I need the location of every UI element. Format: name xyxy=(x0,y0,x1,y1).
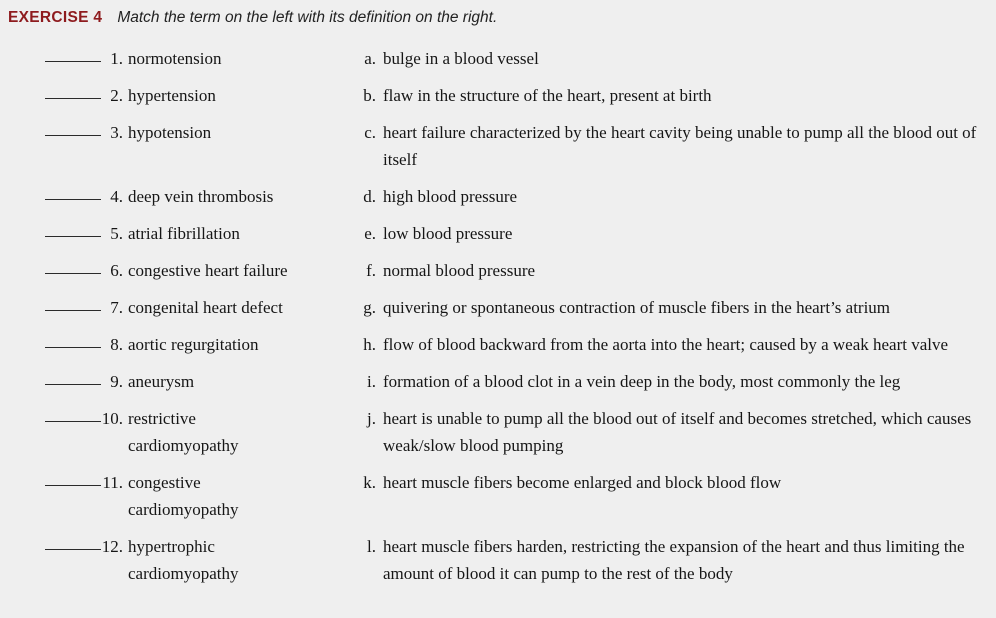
term-text xyxy=(123,469,238,523)
term-cell xyxy=(45,294,355,321)
definition-letter: l. xyxy=(367,537,376,556)
term-line1: hypertension xyxy=(128,86,216,105)
match-row xyxy=(45,368,992,395)
definition-cell xyxy=(355,368,992,395)
answer-blank[interactable] xyxy=(45,368,101,385)
definition-letter: k. xyxy=(363,473,376,492)
exercise-label: EXERCISE 4 xyxy=(8,9,103,26)
definition-cell xyxy=(355,294,992,321)
term-number: 10. xyxy=(101,409,123,428)
answer-blank[interactable] xyxy=(45,331,101,348)
term-line1: deep vein thrombosis xyxy=(128,187,274,206)
term-number: 3. xyxy=(110,123,123,142)
answer-blank[interactable] xyxy=(45,45,101,62)
definition-cell xyxy=(355,405,992,459)
term-line2: cardiomyopathy xyxy=(128,564,239,583)
term-line2: cardiomyopathy xyxy=(128,436,239,455)
term-cell xyxy=(45,469,355,523)
exercise-header xyxy=(0,0,996,28)
term-line1: aneurysm xyxy=(128,372,195,391)
exercise-instructions: Match the term on the left with its definition on the right. xyxy=(117,9,498,26)
definition-cell xyxy=(355,45,992,72)
definition-cell xyxy=(355,533,992,587)
match-row xyxy=(45,294,992,321)
match-row xyxy=(45,533,992,587)
term-line1: hypertrophic xyxy=(128,537,215,556)
term-cell xyxy=(45,119,355,146)
term-text xyxy=(123,45,222,72)
match-row xyxy=(45,82,992,109)
term-number: 9. xyxy=(110,372,123,391)
match-row xyxy=(45,220,992,247)
answer-blank[interactable] xyxy=(45,405,101,422)
definition-text: normal blood pressure xyxy=(383,261,536,280)
definition-text: flow of blood backward from the aorta into the heart; caused by a weak heart valve xyxy=(383,335,949,354)
term-text xyxy=(123,405,238,459)
definition-text: low blood pressure xyxy=(383,224,513,243)
term-line2: cardiomyopathy xyxy=(128,500,239,519)
match-row xyxy=(45,469,992,523)
term-number: 5. xyxy=(110,224,123,243)
term-number: 2. xyxy=(110,86,123,105)
definition-letter: f. xyxy=(366,261,376,280)
term-line1: restrictive xyxy=(128,409,196,428)
match-row xyxy=(45,405,992,459)
term-line1: atrial fibrillation xyxy=(128,224,240,243)
term-cell xyxy=(45,183,355,210)
answer-blank[interactable] xyxy=(45,119,101,136)
match-row xyxy=(45,183,992,210)
term-text xyxy=(123,82,216,109)
answer-blank[interactable] xyxy=(45,294,101,311)
term-cell xyxy=(45,368,355,395)
term-text xyxy=(123,119,211,146)
term-cell xyxy=(45,45,355,72)
answer-blank[interactable] xyxy=(45,533,101,550)
definition-cell xyxy=(355,82,992,109)
definition-letter: g. xyxy=(363,298,376,317)
term-text xyxy=(123,183,273,210)
definition-text: heart muscle fibers harden, restricting the expansion of the heart and thus limiting the amount of blood it can pump to the rest of the body xyxy=(383,537,965,583)
term-text xyxy=(123,257,288,284)
term-cell xyxy=(45,257,355,284)
term-number: 1. xyxy=(110,49,123,68)
answer-blank[interactable] xyxy=(45,220,101,237)
term-text xyxy=(123,331,258,358)
definition-text: heart is unable to pump all the blood out of itself and becomes stretched, which causes weak/slow blood pumping xyxy=(383,409,972,455)
definition-text: bulge in a blood vessel xyxy=(383,49,539,68)
term-line1: congenital heart defect xyxy=(128,298,283,317)
term-line1: normotension xyxy=(128,49,222,68)
definition-letter: b. xyxy=(363,86,376,105)
term-text xyxy=(123,533,238,587)
answer-blank[interactable] xyxy=(45,82,101,99)
term-line1: aortic regurgitation xyxy=(128,335,259,354)
definition-letter: e. xyxy=(364,224,376,243)
match-row xyxy=(45,45,992,72)
term-text xyxy=(123,294,283,321)
term-number: 12. xyxy=(101,537,123,556)
term-number: 8. xyxy=(110,335,123,354)
definition-text: quivering or spontaneous contraction of muscle fibers in the heart’s atrium xyxy=(383,298,891,317)
definition-cell xyxy=(355,220,992,247)
term-number: 11. xyxy=(102,473,123,492)
definition-letter: i. xyxy=(367,372,376,391)
term-cell xyxy=(45,331,355,358)
match-row xyxy=(45,331,992,358)
definition-text: high blood pressure xyxy=(383,187,518,206)
definition-cell xyxy=(355,119,992,173)
term-cell xyxy=(45,533,355,587)
definition-text: flaw in the structure of the heart, present at birth xyxy=(383,86,712,105)
definition-text: heart failure characterized by the heart cavity being unable to pump all the blood out of itself xyxy=(383,123,977,169)
definition-letter: d. xyxy=(363,187,376,206)
answer-blank[interactable] xyxy=(45,183,101,200)
term-cell xyxy=(45,405,355,459)
answer-blank[interactable] xyxy=(45,469,101,486)
match-row xyxy=(45,257,992,284)
term-cell xyxy=(45,220,355,247)
answer-blank[interactable] xyxy=(45,257,101,274)
term-number: 7. xyxy=(110,298,123,317)
definition-letter: j. xyxy=(367,409,376,428)
match-row xyxy=(45,119,992,173)
term-number: 6. xyxy=(110,261,123,280)
term-text xyxy=(123,220,240,247)
definition-cell xyxy=(355,257,992,284)
definition-letter: a. xyxy=(364,49,376,68)
definition-text: heart muscle fibers become enlarged and block blood flow xyxy=(383,473,782,492)
term-text xyxy=(123,368,194,395)
term-line1: congestive heart failure xyxy=(128,261,288,280)
definition-letter: c. xyxy=(364,123,376,142)
definition-cell xyxy=(355,331,992,358)
definition-cell xyxy=(355,469,992,496)
definition-text: formation of a blood clot in a vein deep in the body, most commonly the leg xyxy=(383,372,901,391)
definition-cell xyxy=(355,183,992,210)
term-number: 4. xyxy=(110,187,123,206)
definition-letter: h. xyxy=(363,335,376,354)
matching-list xyxy=(45,45,992,587)
term-cell xyxy=(45,82,355,109)
term-line1: hypotension xyxy=(128,123,212,142)
term-line1: congestive xyxy=(128,473,201,492)
